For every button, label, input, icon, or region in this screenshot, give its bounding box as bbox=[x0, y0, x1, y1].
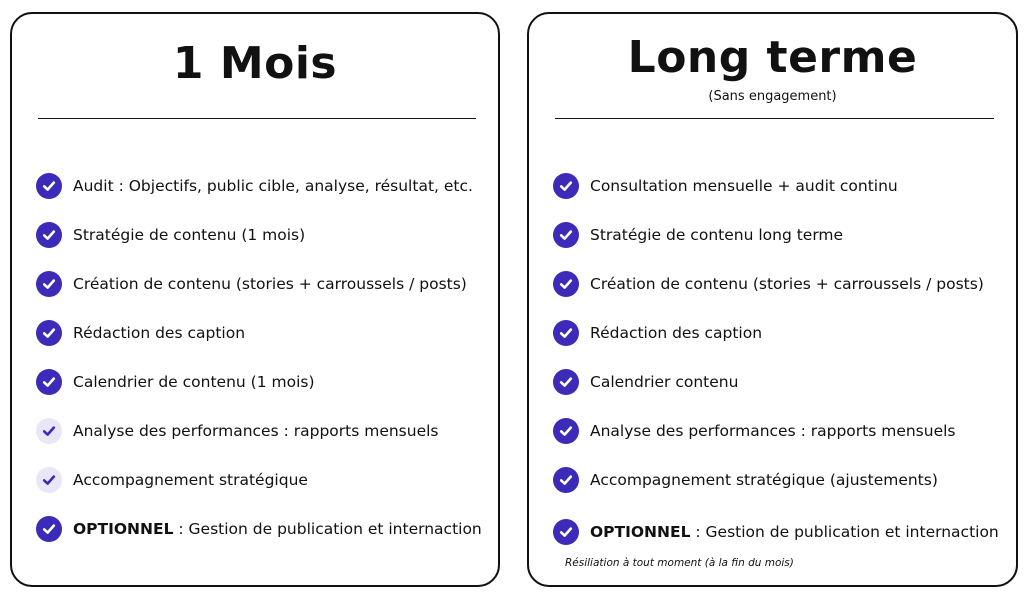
feature-item bbox=[553, 319, 1006, 347]
feature-bold-label: OPTIONNEL bbox=[590, 523, 691, 541]
check-circle-icon bbox=[553, 271, 579, 297]
check-circle-icon bbox=[36, 173, 62, 199]
divider bbox=[38, 118, 476, 119]
plan-title: Long terme bbox=[627, 32, 918, 83]
feature-text bbox=[73, 520, 482, 538]
feature-item bbox=[36, 417, 488, 445]
feature-item bbox=[553, 466, 1006, 494]
check-circle-icon bbox=[553, 519, 579, 545]
feature-item bbox=[36, 368, 488, 396]
feature-text: Rédaction des caption bbox=[73, 324, 246, 342]
check-circle-icon bbox=[553, 467, 579, 493]
check-circle-icon bbox=[553, 320, 579, 346]
feature-item bbox=[36, 466, 488, 494]
feature-item bbox=[553, 368, 1006, 396]
feature-text: Accompagnement stratégique (ajustements) bbox=[590, 471, 938, 489]
check-circle-icon bbox=[36, 320, 62, 346]
feature-item bbox=[553, 221, 1006, 249]
check-circle-icon bbox=[553, 418, 579, 444]
feature-text: Stratégie de contenu long terme bbox=[590, 226, 844, 244]
feature-item bbox=[36, 270, 488, 298]
check-circle-icon bbox=[36, 418, 62, 444]
feature-label: : Gestion de publication et internaction bbox=[173, 520, 482, 538]
check-circle-icon bbox=[36, 369, 62, 395]
plan-card-long-terme bbox=[527, 12, 1018, 587]
feature-text bbox=[590, 523, 999, 541]
feature-text: Accompagnement stratégique bbox=[73, 471, 308, 489]
feature-text: Calendrier contenu bbox=[590, 373, 739, 391]
feature-item bbox=[553, 270, 1006, 298]
feature-text: Rédaction des caption bbox=[590, 324, 763, 342]
check-circle-icon bbox=[553, 222, 579, 248]
feature-item bbox=[553, 518, 1006, 546]
feature-text: Création de contenu (stories + carroussels / posts) bbox=[590, 275, 984, 293]
check-circle-icon bbox=[553, 369, 579, 395]
feature-text: Création de contenu (stories + carroussels / posts) bbox=[73, 275, 467, 293]
check-circle-icon bbox=[36, 467, 62, 493]
feature-text: Calendrier de contenu (1 mois) bbox=[73, 373, 315, 391]
feature-item bbox=[36, 221, 488, 249]
feature-text: Audit : Objectifs, public cible, analyse, résultat, etc. bbox=[73, 177, 473, 195]
feature-label: : Gestion de publication et internaction bbox=[690, 523, 999, 541]
check-circle-icon bbox=[553, 173, 579, 199]
feature-text: Analyse des performances : rapports mensuels bbox=[73, 422, 439, 440]
divider bbox=[555, 118, 994, 119]
feature-text: Stratégie de contenu (1 mois) bbox=[73, 226, 306, 244]
feature-item bbox=[36, 172, 488, 200]
feature-text: Analyse des performances : rapports mensuels bbox=[590, 422, 956, 440]
plan-subtitle: (Sans engagement) bbox=[708, 89, 837, 104]
feature-item bbox=[553, 172, 1006, 200]
plan-card-1-mois bbox=[10, 12, 500, 587]
check-circle-icon bbox=[36, 516, 62, 542]
footnote: Résiliation à tout moment (à la fin du mois) bbox=[565, 557, 794, 569]
feature-item bbox=[36, 515, 488, 543]
feature-item bbox=[36, 319, 488, 347]
feature-text: Consultation mensuelle + audit continu bbox=[590, 177, 898, 195]
feature-item bbox=[553, 417, 1006, 445]
feature-bold-label: OPTIONNEL bbox=[73, 520, 174, 538]
check-circle-icon bbox=[36, 222, 62, 248]
check-circle-icon bbox=[36, 271, 62, 297]
plan-title: 1 Mois bbox=[172, 38, 338, 89]
